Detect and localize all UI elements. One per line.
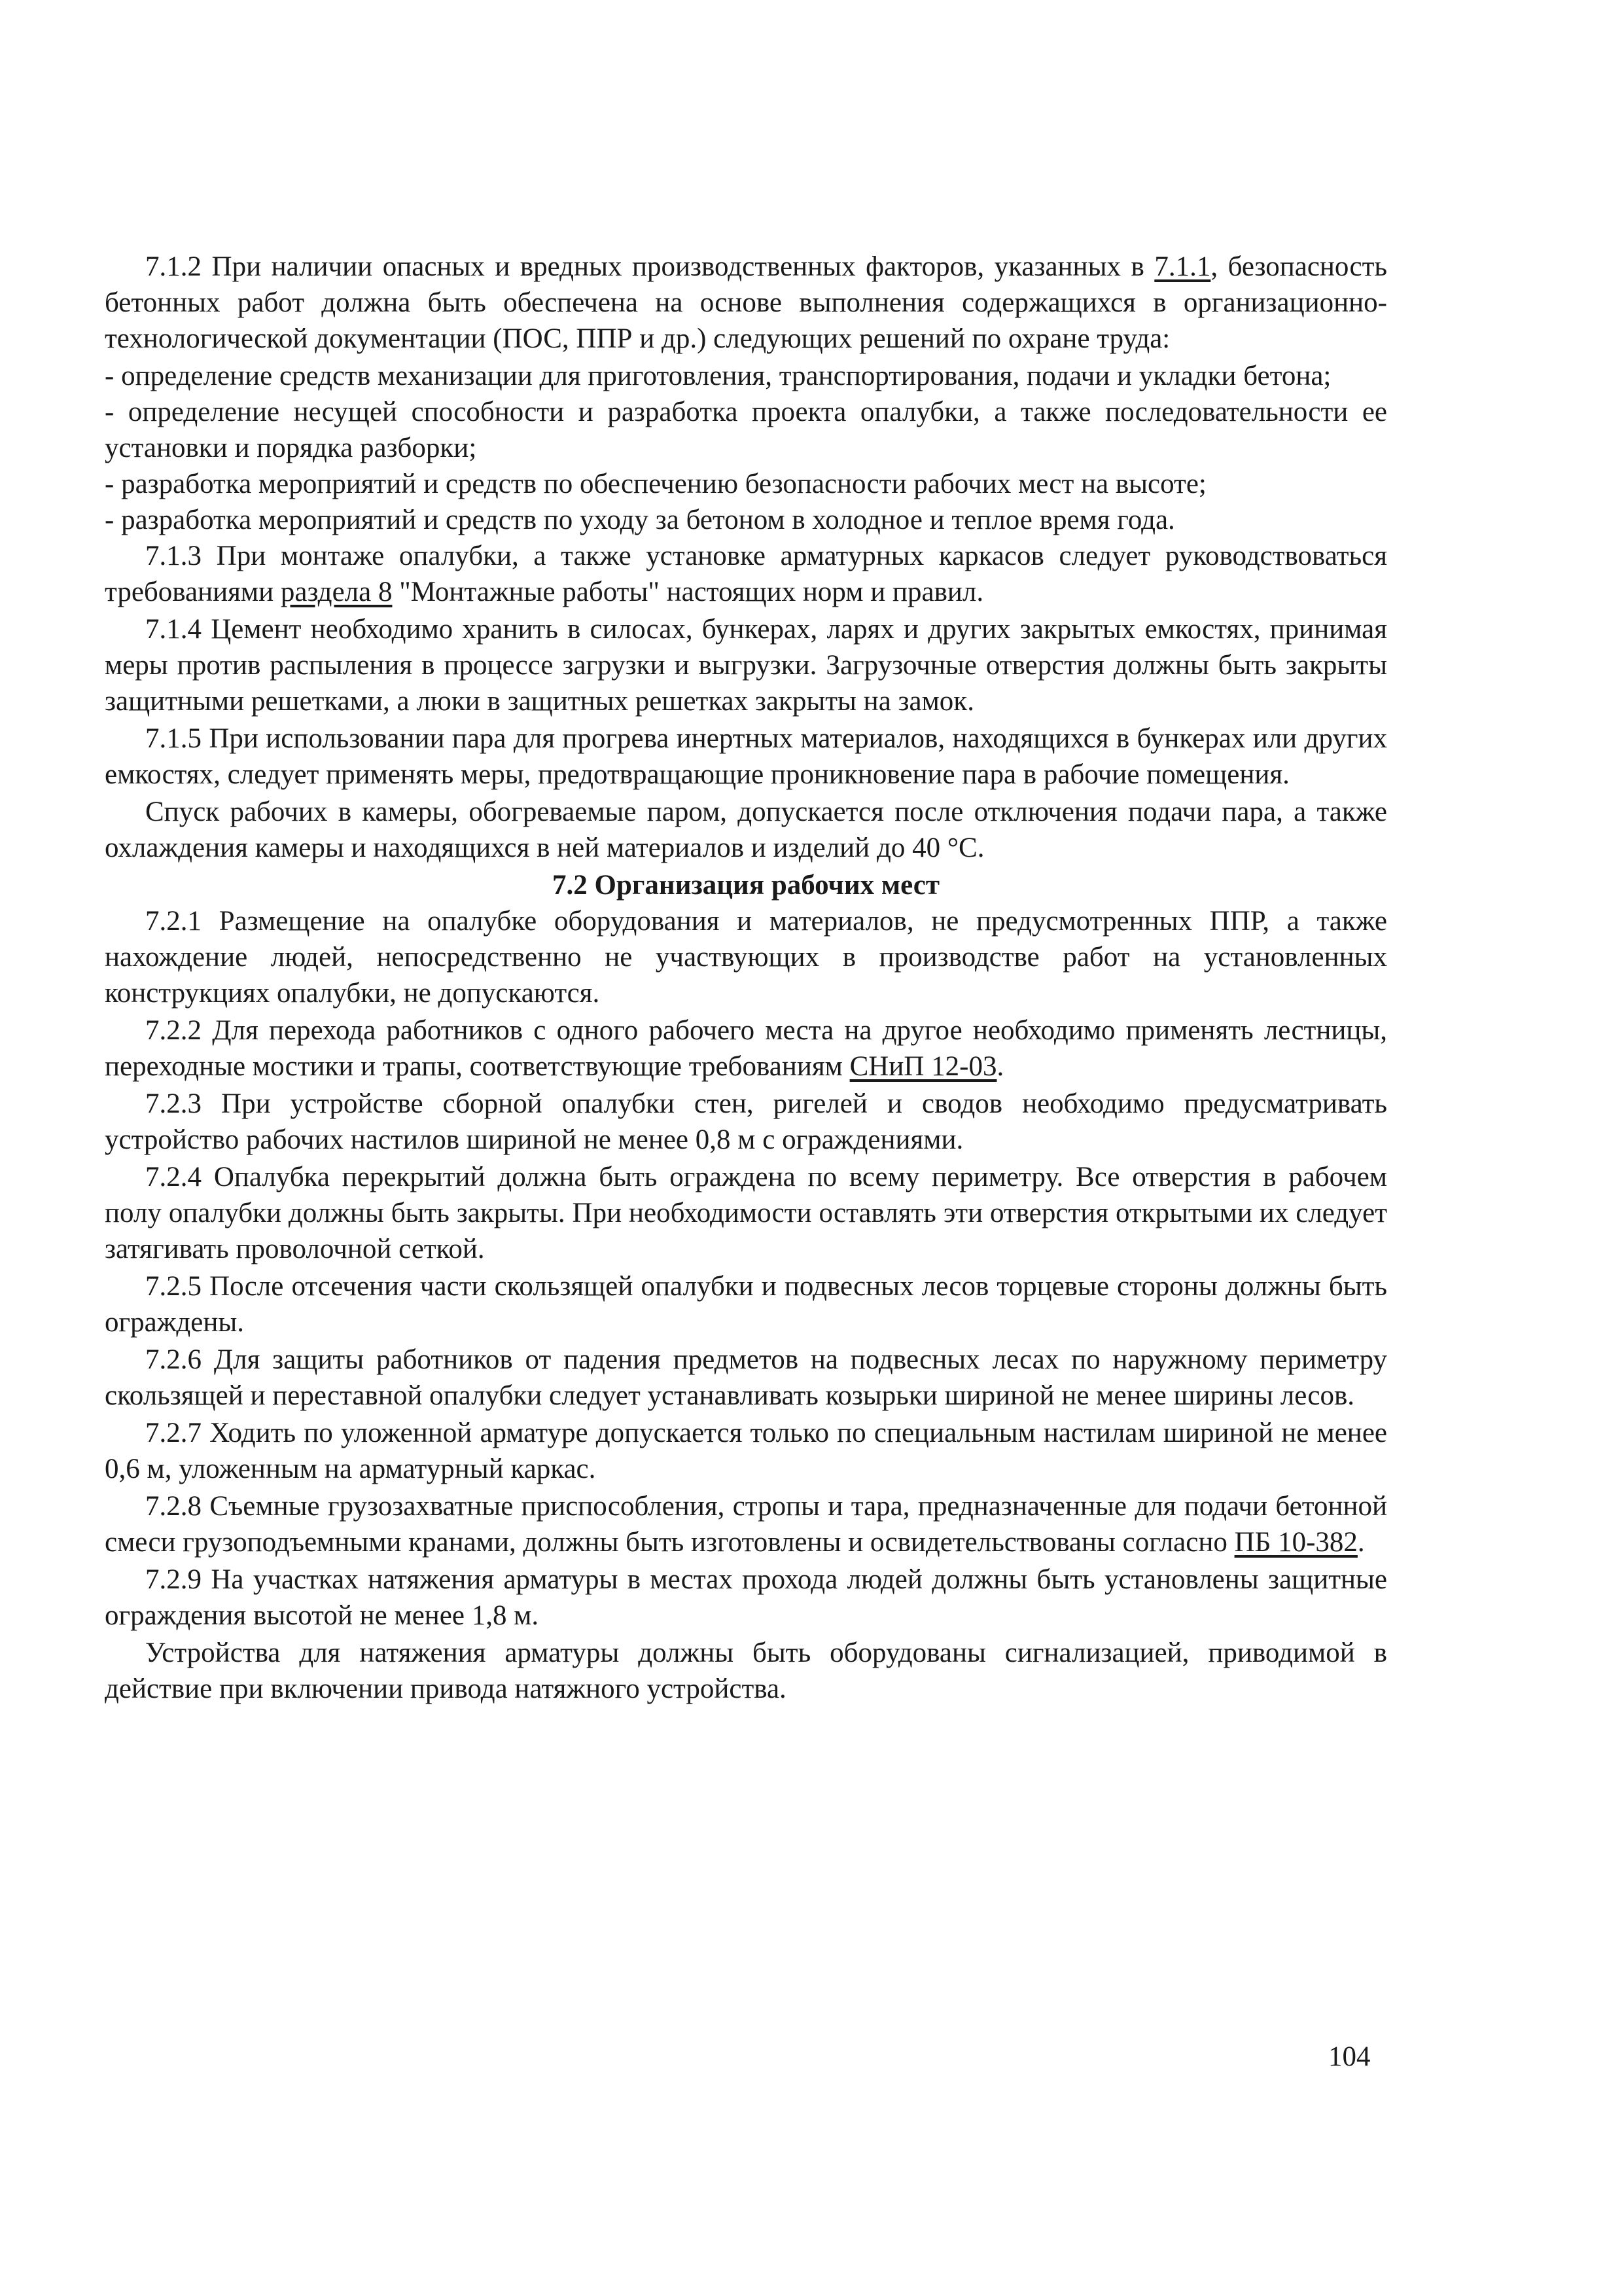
paragraph-7-1-4: 7.1.4 Цемент необходимо хранить в силосах, бункерах, ларях и других закрытых емкостях, принимая меры против распыления в процессе загрузки и выгрузки. Загрузочные отверстия должны быть закрыты защитными решетками, а люки в защитных решетках закрыты на замок. (105, 614, 1387, 717)
paragraph-text: 7.2.2 Для перехода работников с одного рабочего места на другое необходимо применять лестницы, переходные мостики и трапы, соответствующие требованиям (105, 1015, 1387, 1082)
paragraph-7-2-4: 7.2.4 Опалубка перекрытий должна быть ограждена по всему периметру. Все отверстия в рабочем полу опалубки должны быть закрыты. При необходимости оставлять эти отверстия открытыми их следует затягивать проволочной сеткой. (105, 1162, 1387, 1264)
paragraph-7-2-1: 7.2.1 Размещение на опалубке оборудования и материалов, не предусмотренных ППР, а также нахождение людей, непосредственно не участвующих в производстве работ на установленных конструкциях опалубки, не допускаются. (105, 906, 1387, 1009)
paragraph-7-2-8 (105, 1488, 1387, 1560)
paragraph-text: , безопасность бетонных работ должна быть обеспечена на основе выполнения содержащихся в организационно-технологической документации (ПОС, ППР и др.) следующих решений по охране труда: (105, 251, 1387, 354)
paragraph-7-2-2 (105, 1012, 1387, 1084)
paragraph-text: 7.1.2 При наличии опасных и вредных производственных факторов, указанных в (145, 251, 1155, 282)
page-number: 104 (1328, 2041, 1371, 2072)
link-section-8[interactable]: раздела 8 (280, 577, 393, 607)
paragraph-7-2-3: 7.2.3 При устройстве сборной опалубки стен, ригелей и сводов необходимо предусматривать устройство рабочих настилов шириной не менее 0,8 м с ограждениями. (105, 1088, 1387, 1155)
bullet-item: - разработка мероприятий и средств по уходу за бетоном в холодное и теплое время года. (105, 505, 1175, 535)
paragraph-7-2-9-continued: Устройства для натяжения арматуры должны быть оборудованы сигнализацией, приводимой в действие при включении привода натяжного устройства. (105, 1638, 1387, 1704)
paragraph-text: 7.2.8 Съемные грузозахватные приспособления, стропы и тара, предназначенные для подачи бетонной смеси грузоподъемными кранами, должны быть изготовлены и освидетельствованы согласно (105, 1491, 1387, 1558)
paragraph-7-1-5-continued: Спуск рабочих в камеры, обогреваемые паром, допускается после отключения подачи пара, а также охлаждения камеры и находящихся в ней материалов и изделий до 40 °С. (105, 796, 1387, 863)
paragraph-7-2-6: 7.2.6 Для защиты работников от падения предметов на подвесных лесах по наружному периметру скользящей и переставной опалубки следует устанавливать козырьки шириной не менее ширины лесов. (105, 1344, 1387, 1411)
document-body (105, 249, 1387, 1708)
paragraph-7-2-5: 7.2.5 После отсечения части скользящей опалубки и подвесных лесов торцевые стороны должны быть ограждены. (105, 1271, 1387, 1338)
paragraph-7-1-5: 7.1.5 При использовании пара для прогрева инертных материалов, находящихся в бункерах или других емкостях, следует применять меры, предотвращающие проникновение пара в рабочие помещения. (105, 723, 1387, 790)
link-pb-10-382[interactable]: ПБ 10-382 (1234, 1527, 1358, 1558)
section-heading-7-2: 7.2 Организация рабочих мест (552, 870, 940, 901)
paragraph-7-1-2 (105, 249, 1387, 357)
bullet-item: - разработка мероприятий и средств по обеспечению безопасности рабочих мест на высоте; (105, 469, 1207, 499)
bullet-item: - определение несущей способности и разработка проекта опалубки, а также последовательности ее установки и порядка разборки; (105, 397, 1387, 463)
paragraph-text: 7.1.3 При монтаже опалубки, а также установке арматурных каркасов следует руководствоваться требованиями (105, 541, 1387, 607)
bullet-item: - определение средств механизации для приготовления, транспортирования, подачи и укладки бетона; (105, 361, 1332, 391)
paragraph-text: . (1357, 1527, 1365, 1558)
link-7-1-1[interactable]: 7.1.1 (1154, 251, 1211, 282)
paragraph-7-2-9: 7.2.9 На участках натяжения арматуры в местах прохода людей должны быть установлены защитные ограждения высотой не менее 1,8 м. (105, 1564, 1387, 1631)
link-snip-12-03[interactable]: СНиП 12-03 (849, 1051, 997, 1082)
paragraph-7-1-3 (105, 538, 1387, 610)
paragraph-text: . (997, 1051, 1004, 1082)
paragraph-text: "Монтажные работы" настоящих норм и правил. (392, 577, 984, 607)
paragraph-7-2-7: 7.2.7 Ходить по уложенной арматуре допускается только по специальным настилам шириной не менее 0,6 м, уложенным на арматурный каркас. (105, 1418, 1387, 1484)
